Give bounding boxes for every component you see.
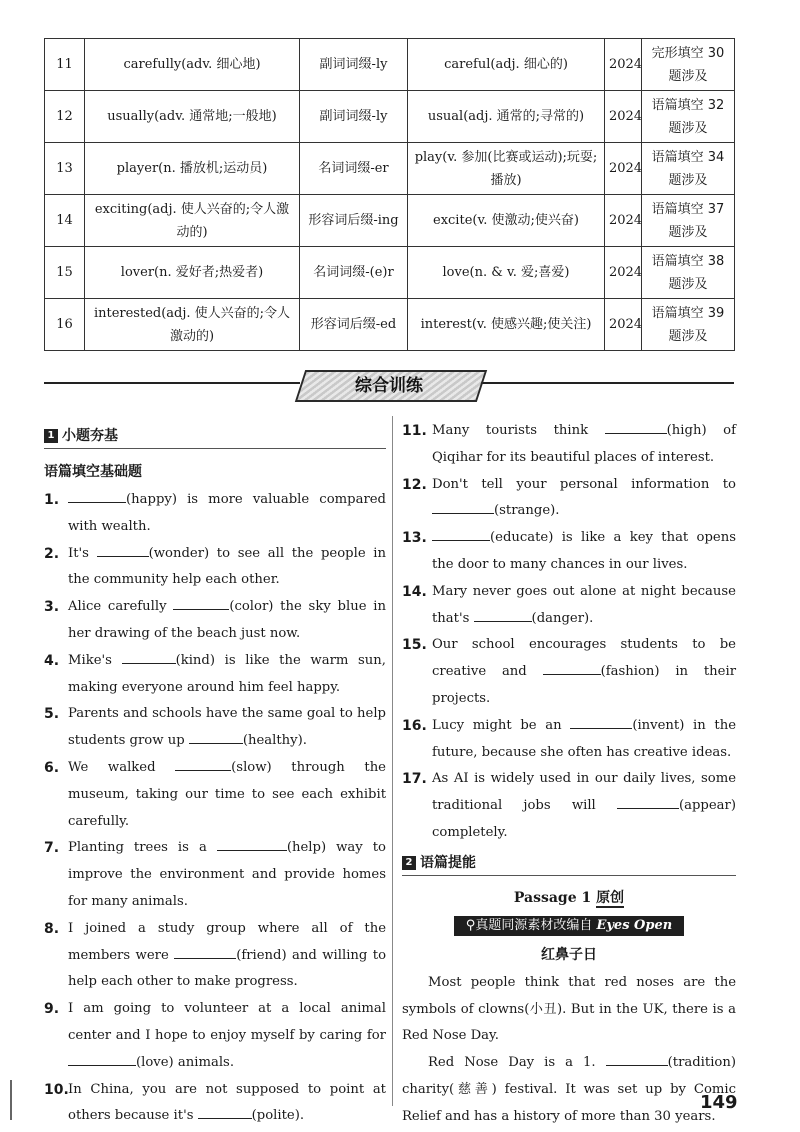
base-word: love(n. & v. 爱;喜爱) — [408, 247, 605, 299]
section-title: 小题夯基 — [62, 428, 118, 444]
exam-year: 2024 — [605, 247, 642, 299]
source-prefix: 真题同源素材改编自 — [475, 917, 597, 933]
question-text: (fashion) in their projects. — [432, 664, 736, 706]
derived-word: player(n. 播放机;运动员) — [85, 143, 300, 195]
answer-blank[interactable] — [474, 609, 532, 622]
question-text: Mary never goes out alone at night because that's — [432, 583, 736, 626]
question-item — [44, 541, 386, 595]
question-text: (high) of Qiqihar for its beautiful places of interest. — [432, 423, 736, 465]
question-text: (invent) in the future, because she often has creative ideas. — [432, 717, 736, 760]
question-number: 13. — [402, 530, 427, 547]
answer-blank[interactable] — [175, 758, 231, 771]
affix-rule: 形容词后缀-ing — [300, 195, 408, 247]
question-text: (kind) is like the warm sun, making everyone around him feel happy. — [68, 652, 386, 695]
question-number: 8. — [44, 920, 60, 937]
answer-blank[interactable] — [543, 662, 601, 675]
table-row — [45, 195, 735, 247]
question-number: 6. — [44, 759, 60, 776]
base-word: usual(adj. 通常的;寻常的) — [408, 91, 605, 143]
answer-blank[interactable] — [122, 651, 176, 664]
answer-blank[interactable] — [97, 544, 149, 557]
question-number: 15. — [402, 637, 427, 654]
answer-blank[interactable] — [432, 501, 494, 514]
table-row — [45, 143, 735, 195]
section-number-icon: 2 — [402, 856, 416, 870]
passage-paragraph: Most people think that red noses are the symbols of clowns(小丑). But in the UK, there is a Red Nose Day. — [402, 974, 736, 1044]
question-item — [44, 996, 386, 1076]
question-number: 11. — [402, 423, 427, 439]
answer-blank[interactable] — [605, 421, 667, 434]
exam-topic: 语篇填空 37 题涉及 — [642, 195, 735, 247]
base-word: careful(adj. 细心的) — [408, 39, 605, 91]
question-text: As AI is widely used in our daily lives, some traditional jobs will — [432, 771, 736, 814]
derived-word: exciting(adj. 使人兴奋的;令人激动的) — [85, 195, 300, 247]
answer-blank[interactable] — [617, 796, 679, 809]
exam-year: 2024 — [605, 143, 642, 195]
table-row — [45, 39, 735, 91]
question-text: (polite). — [251, 1108, 305, 1124]
question-text: (love) animals. — [136, 1054, 235, 1070]
exam-topic: 语篇填空 38 题涉及 — [642, 247, 735, 299]
exam-year: 2024 — [605, 39, 642, 91]
question-text: I am going to volunteer at a local animal center and I hope to enjoy myself by caring for — [68, 1001, 386, 1043]
row-number: 13 — [45, 143, 85, 195]
left-column — [44, 424, 386, 1130]
question-item — [44, 594, 386, 648]
answer-blank[interactable] — [606, 1053, 668, 1066]
question-text: Planting trees is a — [68, 840, 217, 856]
question-text: I joined a study group where all of the members were — [68, 920, 386, 963]
question-text: (strange). — [494, 503, 560, 519]
question-text: It's — [68, 545, 97, 561]
derived-word: usually(adv. 通常地;一般地) — [85, 91, 300, 143]
section-title: 语篇提能 — [420, 854, 476, 871]
exam-year: 2024 — [605, 195, 642, 247]
question-item — [44, 487, 386, 541]
pin-icon: ⚲ — [465, 917, 476, 933]
question-number: 1. — [44, 492, 60, 508]
question-number: 17. — [402, 771, 427, 788]
answer-blank[interactable] — [432, 528, 490, 541]
section-header-reading — [402, 851, 736, 876]
question-item — [44, 755, 386, 835]
margin-mark — [10, 1080, 12, 1120]
answer-blank[interactable] — [68, 490, 126, 503]
answer-blank[interactable] — [174, 946, 236, 959]
answer-blank[interactable] — [173, 597, 229, 610]
para-text: Red Nose Day is a 1. — [428, 1055, 606, 1071]
section-header-basic — [44, 424, 386, 449]
question-text: (educate) is like a key that opens the door to many chances in our lives. — [432, 530, 736, 572]
question-item — [402, 418, 736, 472]
column-divider — [392, 416, 393, 1106]
para-text: (tradition) charity(慈善) festival. It was set up by Comic Relief and has a history of more than 30 years. — [402, 1055, 736, 1124]
question-text: (happy) is more valuable compared with wealth. — [68, 492, 386, 534]
question-text: In China, you are not supposed to point at others because it's — [68, 1081, 386, 1124]
banner-rule-left — [44, 382, 300, 384]
page-number: 149 — [700, 1092, 738, 1113]
question-text: We walked — [68, 759, 176, 775]
question-item — [402, 579, 736, 633]
question-number: 3. — [44, 599, 60, 616]
question-text: Mike's — [68, 652, 122, 668]
question-item — [44, 916, 386, 996]
table-row — [45, 299, 735, 351]
section-banner-title: 综合训练 — [355, 376, 423, 396]
passage-title — [402, 886, 736, 910]
affix-rule: 副词词缀-ly — [300, 91, 408, 143]
answer-blank[interactable] — [570, 716, 632, 729]
exam-topic: 语篇填空 39 题涉及 — [642, 299, 735, 351]
question-text: Lucy might be an — [432, 717, 571, 733]
row-number: 16 — [45, 299, 85, 351]
answer-blank[interactable] — [198, 1106, 252, 1119]
question-text: Alice carefully — [68, 599, 174, 615]
affix-rule: 副词词缀-ly — [300, 39, 408, 91]
question-number: 14. — [402, 583, 427, 600]
original-tag: 原创 — [596, 889, 625, 906]
question-list-left — [44, 487, 386, 1130]
question-item — [402, 472, 736, 526]
base-word: excite(v. 使激动;使兴奋) — [408, 195, 605, 247]
table-row — [45, 247, 735, 299]
answer-blank[interactable] — [68, 1053, 136, 1066]
question-number: 9. — [44, 1001, 60, 1018]
base-word: interest(v. 使感兴趣;使关注) — [408, 299, 605, 351]
question-text: (wonder) to see all the people in the community help each other. — [68, 545, 387, 588]
question-text: (slow) through the museum, taking our time to see each exhibit carefully. — [68, 759, 386, 829]
section-number-icon: 1 — [44, 429, 58, 443]
question-text: Parents and schools have the same goal to help students grow up — [68, 706, 386, 749]
question-text: (color) the sky blue in her drawing of the beach just now. — [68, 599, 386, 641]
question-list-right — [402, 418, 736, 847]
question-item — [44, 701, 386, 755]
section-subtitle: 语篇填空基础题 — [44, 464, 142, 480]
row-number: 15 — [45, 247, 85, 299]
question-item — [402, 766, 736, 846]
answer-blank[interactable] — [217, 838, 287, 851]
affix-rule: 形容词后缀-ed — [300, 299, 408, 351]
question-number: 7. — [44, 840, 60, 857]
banner-rule-right — [478, 382, 734, 384]
row-number: 11 — [45, 39, 85, 91]
question-number: 2. — [44, 545, 60, 562]
question-number: 4. — [44, 652, 60, 669]
question-text: (friend) and willing to help each other to make progress. — [68, 947, 387, 990]
exam-topic: 语篇填空 32 题涉及 — [642, 91, 735, 143]
derived-word: carefully(adv. 细心地) — [85, 39, 300, 91]
derived-word: interested(adj. 使人兴奋的;令人激动的) — [85, 299, 300, 351]
table-row — [45, 91, 735, 143]
question-text: (healthy). — [242, 733, 307, 749]
question-text: Many tourists think — [432, 423, 605, 438]
question-number: 16. — [402, 717, 427, 734]
question-number: 5. — [44, 706, 60, 723]
question-item — [402, 632, 736, 712]
question-item — [44, 835, 386, 915]
base-word: play(v. 参加(比赛或运动);玩耍;播放) — [408, 143, 605, 195]
question-text: Don't tell your personal information to — [432, 476, 736, 492]
right-column — [402, 418, 736, 1131]
source-book: Eyes Open — [596, 917, 673, 933]
exam-topic: 语篇填空 34 题涉及 — [642, 143, 735, 195]
passage-paragraph-blank — [402, 1050, 736, 1130]
row-number: 14 — [45, 195, 85, 247]
word-formation-table — [44, 38, 735, 351]
source-label — [454, 916, 684, 936]
affix-rule: 名词词缀-er — [300, 143, 408, 195]
question-item — [44, 1077, 386, 1131]
exam-year: 2024 — [605, 91, 642, 143]
question-item — [402, 525, 736, 579]
question-item — [44, 648, 386, 702]
question-text: Our school encourages students to be creative and — [432, 637, 736, 680]
answer-blank[interactable] — [189, 731, 243, 744]
derived-word: lover(n. 爱好者;热爱者) — [85, 247, 300, 299]
question-number: 10. — [44, 1081, 69, 1098]
passage-title-text: Passage 1 — [513, 889, 597, 906]
question-number: 12. — [402, 476, 427, 493]
exam-year: 2024 — [605, 299, 642, 351]
exam-topic: 完形填空 30 题涉及 — [642, 39, 735, 91]
question-text: (appear) completely. — [432, 798, 736, 840]
question-text: (help) way to improve the environment and provide homes for many animals. — [68, 840, 386, 909]
question-item — [402, 713, 736, 767]
passage-cn-title: 红鼻子日 — [541, 946, 597, 963]
affix-rule: 名词词缀-(e)r — [300, 247, 408, 299]
row-number: 12 — [45, 91, 85, 143]
question-text: (danger). — [531, 610, 594, 626]
